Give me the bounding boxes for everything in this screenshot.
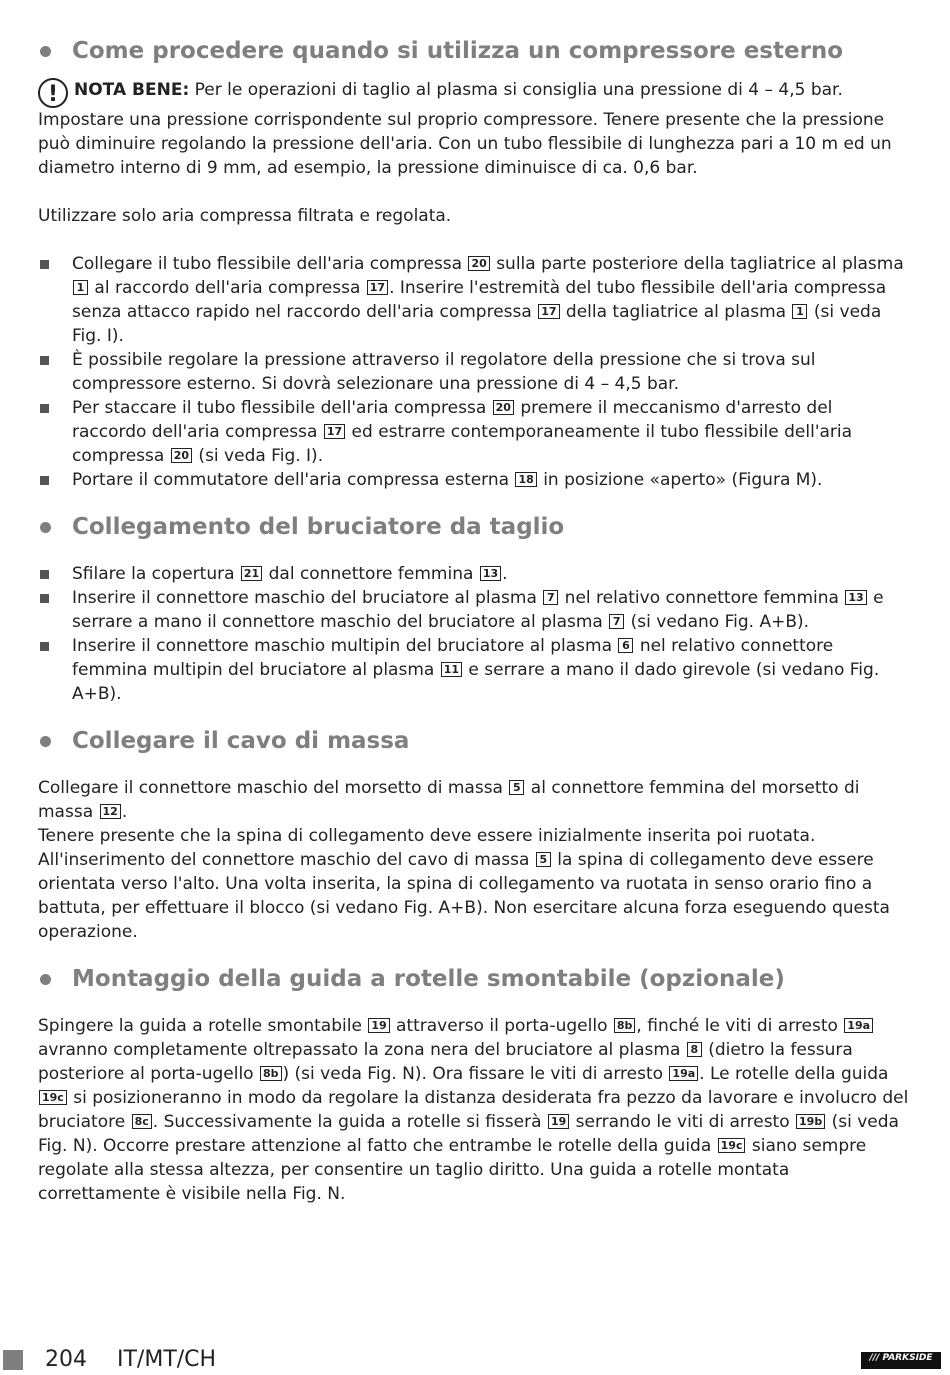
list-item: Inserire il connettore maschio del bruciatore al plasma 7 nel relativo connettore femmina 13 e serrare a mano il connettore maschio del bruciatore al plasma 7 (si vedano Fig. A+B). bbox=[38, 586, 910, 634]
ref-number: 8 bbox=[687, 1042, 702, 1057]
bullet-dot bbox=[40, 974, 51, 985]
ref-number: 17 bbox=[324, 424, 345, 439]
bullet-dot bbox=[40, 522, 51, 533]
ref-number: 17 bbox=[538, 304, 559, 319]
square-bullet-icon bbox=[40, 260, 49, 269]
note-paragraph: ! NOTA BENE: Per le operazioni di taglio al plasma si consiglia una pressione di 4 – 4,5 bar. Impostare una pressione corrispondente sul proprio compressore. Tenere presente che la pressione può diminuire regolando la pressione dell'aria. Con un tubo flessibile di lunghezza pari a 10 m ed un diametro interno di 9 mm, ad esempio, la pressione diminuisce di ca. 0,6 bar. bbox=[38, 80, 892, 178]
section-heading-ground-cable: Collegare il cavo di massa bbox=[38, 726, 910, 756]
square-bullet-icon bbox=[40, 570, 49, 579]
section-heading-compressor: Come procedere quando si utilizza un compressore esterno bbox=[38, 36, 910, 66]
ref-number: 17 bbox=[367, 280, 388, 295]
ref-number: 19 bbox=[548, 1114, 569, 1129]
ref-number: 1 bbox=[73, 280, 88, 295]
ref-number: 19a bbox=[844, 1018, 873, 1033]
language-code: IT/MT/CH bbox=[117, 1347, 217, 1372]
page-content bbox=[38, 36, 910, 1206]
ref-number: 19c bbox=[718, 1138, 746, 1153]
footer-square-mark bbox=[3, 1350, 23, 1370]
ref-number: 18 bbox=[515, 472, 536, 487]
ref-number: 1 bbox=[792, 304, 807, 319]
list-item: Collegare il tubo flessibile dell'aria compressa 20 sulla parte posteriore della tagliatrice al plasma 1 al raccordo dell'aria compressa 17 . Inserire l'estremità del tubo flessibile dell'aria compressa senza attacco rapido nel raccordo dell'aria compressa 17 della tagliatrice al plasma 1 (si veda Fig. I). bbox=[38, 252, 910, 348]
square-bullet-icon bbox=[40, 476, 49, 485]
ref-number: 13 bbox=[845, 590, 866, 605]
section-heading-roller-guide: Montaggio della guida a rotelle smontabile (opzionale) bbox=[38, 964, 910, 994]
list-item: Sfilare la copertura 21 dal connettore femmina 13 . bbox=[38, 562, 910, 586]
ref-number: 19c bbox=[39, 1090, 67, 1105]
ref-number: 8c bbox=[132, 1114, 152, 1129]
square-bullet-icon bbox=[40, 642, 49, 651]
ref-number: 8b bbox=[260, 1066, 282, 1081]
ref-number: 7 bbox=[609, 614, 624, 629]
ref-number: 12 bbox=[100, 804, 121, 819]
note-label: NOTA BENE: bbox=[74, 80, 190, 100]
paragraph: Utilizzare solo aria compressa filtrata e regolata. bbox=[38, 206, 452, 226]
bullet-dot bbox=[40, 46, 51, 57]
ref-number: 6 bbox=[618, 638, 633, 653]
list-item: Inserire il connettore maschio multipin del bruciatore al plasma 6 nel relativo connettore femmina multipin del bruciatore al plasma 11 e serrare a mano il dado girevole (si vedano Fig. A+B). bbox=[38, 634, 910, 706]
paragraph: Spingere la guida a rotelle smontabile 19 attraverso il porta-ugello 8b , finché le viti di arresto 19a avranno completamente oltrepassato la zona nera del bruciatore al plasma 8 (dietro la fessura posteriore al porta-ugello 8b ) (si veda Fig. N). Ora fissare le viti di arresto 19a . Le rotelle della guida 19c si posizioneranno in modo da regolare la distanza desiderata fra pezzo da lavorare e involucro del bruciatore 8c . Successivamente la guida a rotelle si fisserà 19 serrando le viti di arresto 19b (si veda Fig. N). Occorre prestare attenzione al fatto che entrambe le rotelle della guida 19c siano sempre regolate alla stessa altezza, per consentire un taglio diritto. Una guida a rotelle montata correttamente è visibile nella Fig. N. bbox=[38, 1016, 909, 1204]
ref-number: 19b bbox=[796, 1114, 825, 1129]
ref-number: 11 bbox=[441, 662, 462, 677]
square-bullet-icon bbox=[40, 594, 49, 603]
bullet-list bbox=[38, 562, 910, 706]
section-heading-torch: Collegamento del bruciatore da taglio bbox=[38, 512, 910, 542]
warning-icon: ! bbox=[38, 78, 68, 108]
paragraph: Collegare il connettore maschio del morsetto di massa 5 al connettore femmina del morsetto di massa 12 . bbox=[38, 778, 860, 822]
ref-number: 20 bbox=[468, 256, 489, 271]
bullet-dot bbox=[40, 736, 51, 747]
bullet-list bbox=[38, 252, 910, 492]
ref-number: 20 bbox=[493, 400, 514, 415]
ref-number: 8b bbox=[614, 1018, 636, 1033]
ref-number: 5 bbox=[536, 852, 551, 867]
page-number: 204 bbox=[45, 1347, 87, 1372]
square-bullet-icon bbox=[40, 404, 49, 413]
ref-number: 21 bbox=[241, 566, 262, 581]
list-item: Per staccare il tubo flessibile dell'aria compressa 20 premere il meccanismo d'arresto del raccordo dell'aria compressa 17 ed estrarre contemporaneamente il tubo flessibile dell'aria compressa 20 (si veda Fig. I). bbox=[38, 396, 910, 468]
ref-number: 5 bbox=[509, 780, 524, 795]
list-item: Portare il commutatore dell'aria compressa esterna 18 in posizione «aperto» (Figura M). bbox=[38, 468, 910, 492]
ref-number: 20 bbox=[171, 448, 192, 463]
list-item: È possibile regolare la pressione attraverso il regolatore della pressione che si trova sul compressore esterno. Si dovrà selezionare una pressione di 4 – 4,5 bar. bbox=[38, 348, 910, 396]
brand-logo: /// PARKSIDE bbox=[861, 1352, 941, 1369]
ref-number: 7 bbox=[543, 590, 558, 605]
ref-number: 13 bbox=[480, 566, 501, 581]
paragraph: Tenere presente che la spina di collegamento deve essere inizialmente inserita poi ruotata. All'inserimento del connettore maschio del cavo di massa 5 la spina di collegamento deve essere orientata verso l'alto. Una volta inserita, la spina di collegamento va ruotata in senso orario fino a battuta, per effettuare il blocco (si vedano Fig. A+B). Non esercitare alcuna forza eseguendo questa operazione. bbox=[38, 826, 890, 942]
page-footer bbox=[0, 1345, 950, 1375]
ref-number: 19 bbox=[368, 1018, 389, 1033]
square-bullet-icon bbox=[40, 356, 49, 365]
ref-number: 19a bbox=[669, 1066, 698, 1081]
